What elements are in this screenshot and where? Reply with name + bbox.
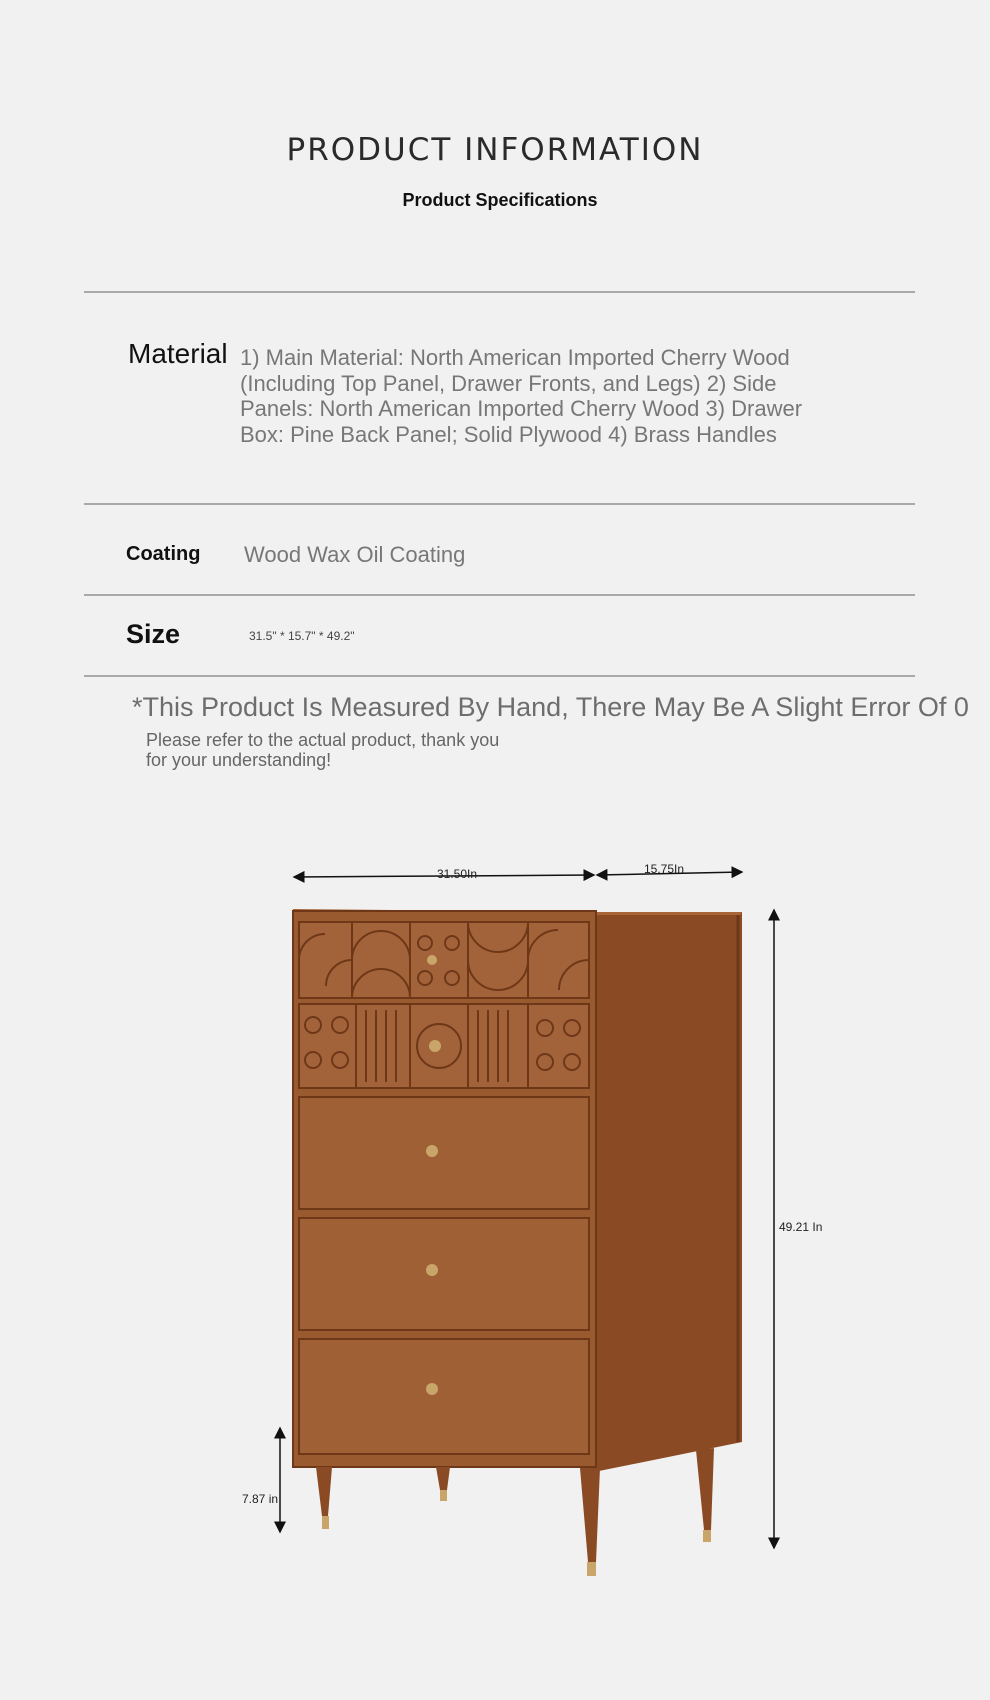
knob <box>429 1040 441 1052</box>
height-dimension: 49.21 In <box>779 1220 823 1234</box>
leg-dimension: 7.87 in <box>242 1492 279 1506</box>
knob <box>426 1383 438 1395</box>
knob <box>426 1145 438 1157</box>
size-label: Size <box>126 619 181 649</box>
width-dimension: 31.50In <box>437 867 478 881</box>
drawer-4 <box>299 1218 589 1330</box>
coating-value: Wood Wax Oil Coating <box>244 542 466 567</box>
coating-label: Coating <box>126 543 201 565</box>
dresser-side <box>594 912 742 1472</box>
refer-note: Please refer to the actual product, thank you for your understanding! <box>146 730 500 770</box>
size-value: 31.5" * 15.7" * 49.2" <box>249 629 355 643</box>
drawer-3 <box>299 1097 589 1209</box>
depth-dimension: 15.75In <box>644 862 685 876</box>
page-title: PRODUCT INFORMATION <box>286 132 704 168</box>
drawer-5 <box>299 1339 589 1454</box>
measurement-note: *This Product Is Measured By Hand, There May Be A Slight Error Of 0 <box>132 692 969 722</box>
knob <box>426 1264 438 1276</box>
page-subtitle: Product Specifications <box>402 190 598 210</box>
material-label: Material <box>128 338 228 369</box>
knob <box>427 955 437 965</box>
material-value: 1) Main Material: North American Imported Cherry Wood (Including Top Panel, Drawer Fronts, and Legs) 2) Side Panels: North American Imported Cherry Wood 3) Drawer Box: Pine Back Panel; Solid Plywood 4) Brass Handles <box>240 345 803 447</box>
